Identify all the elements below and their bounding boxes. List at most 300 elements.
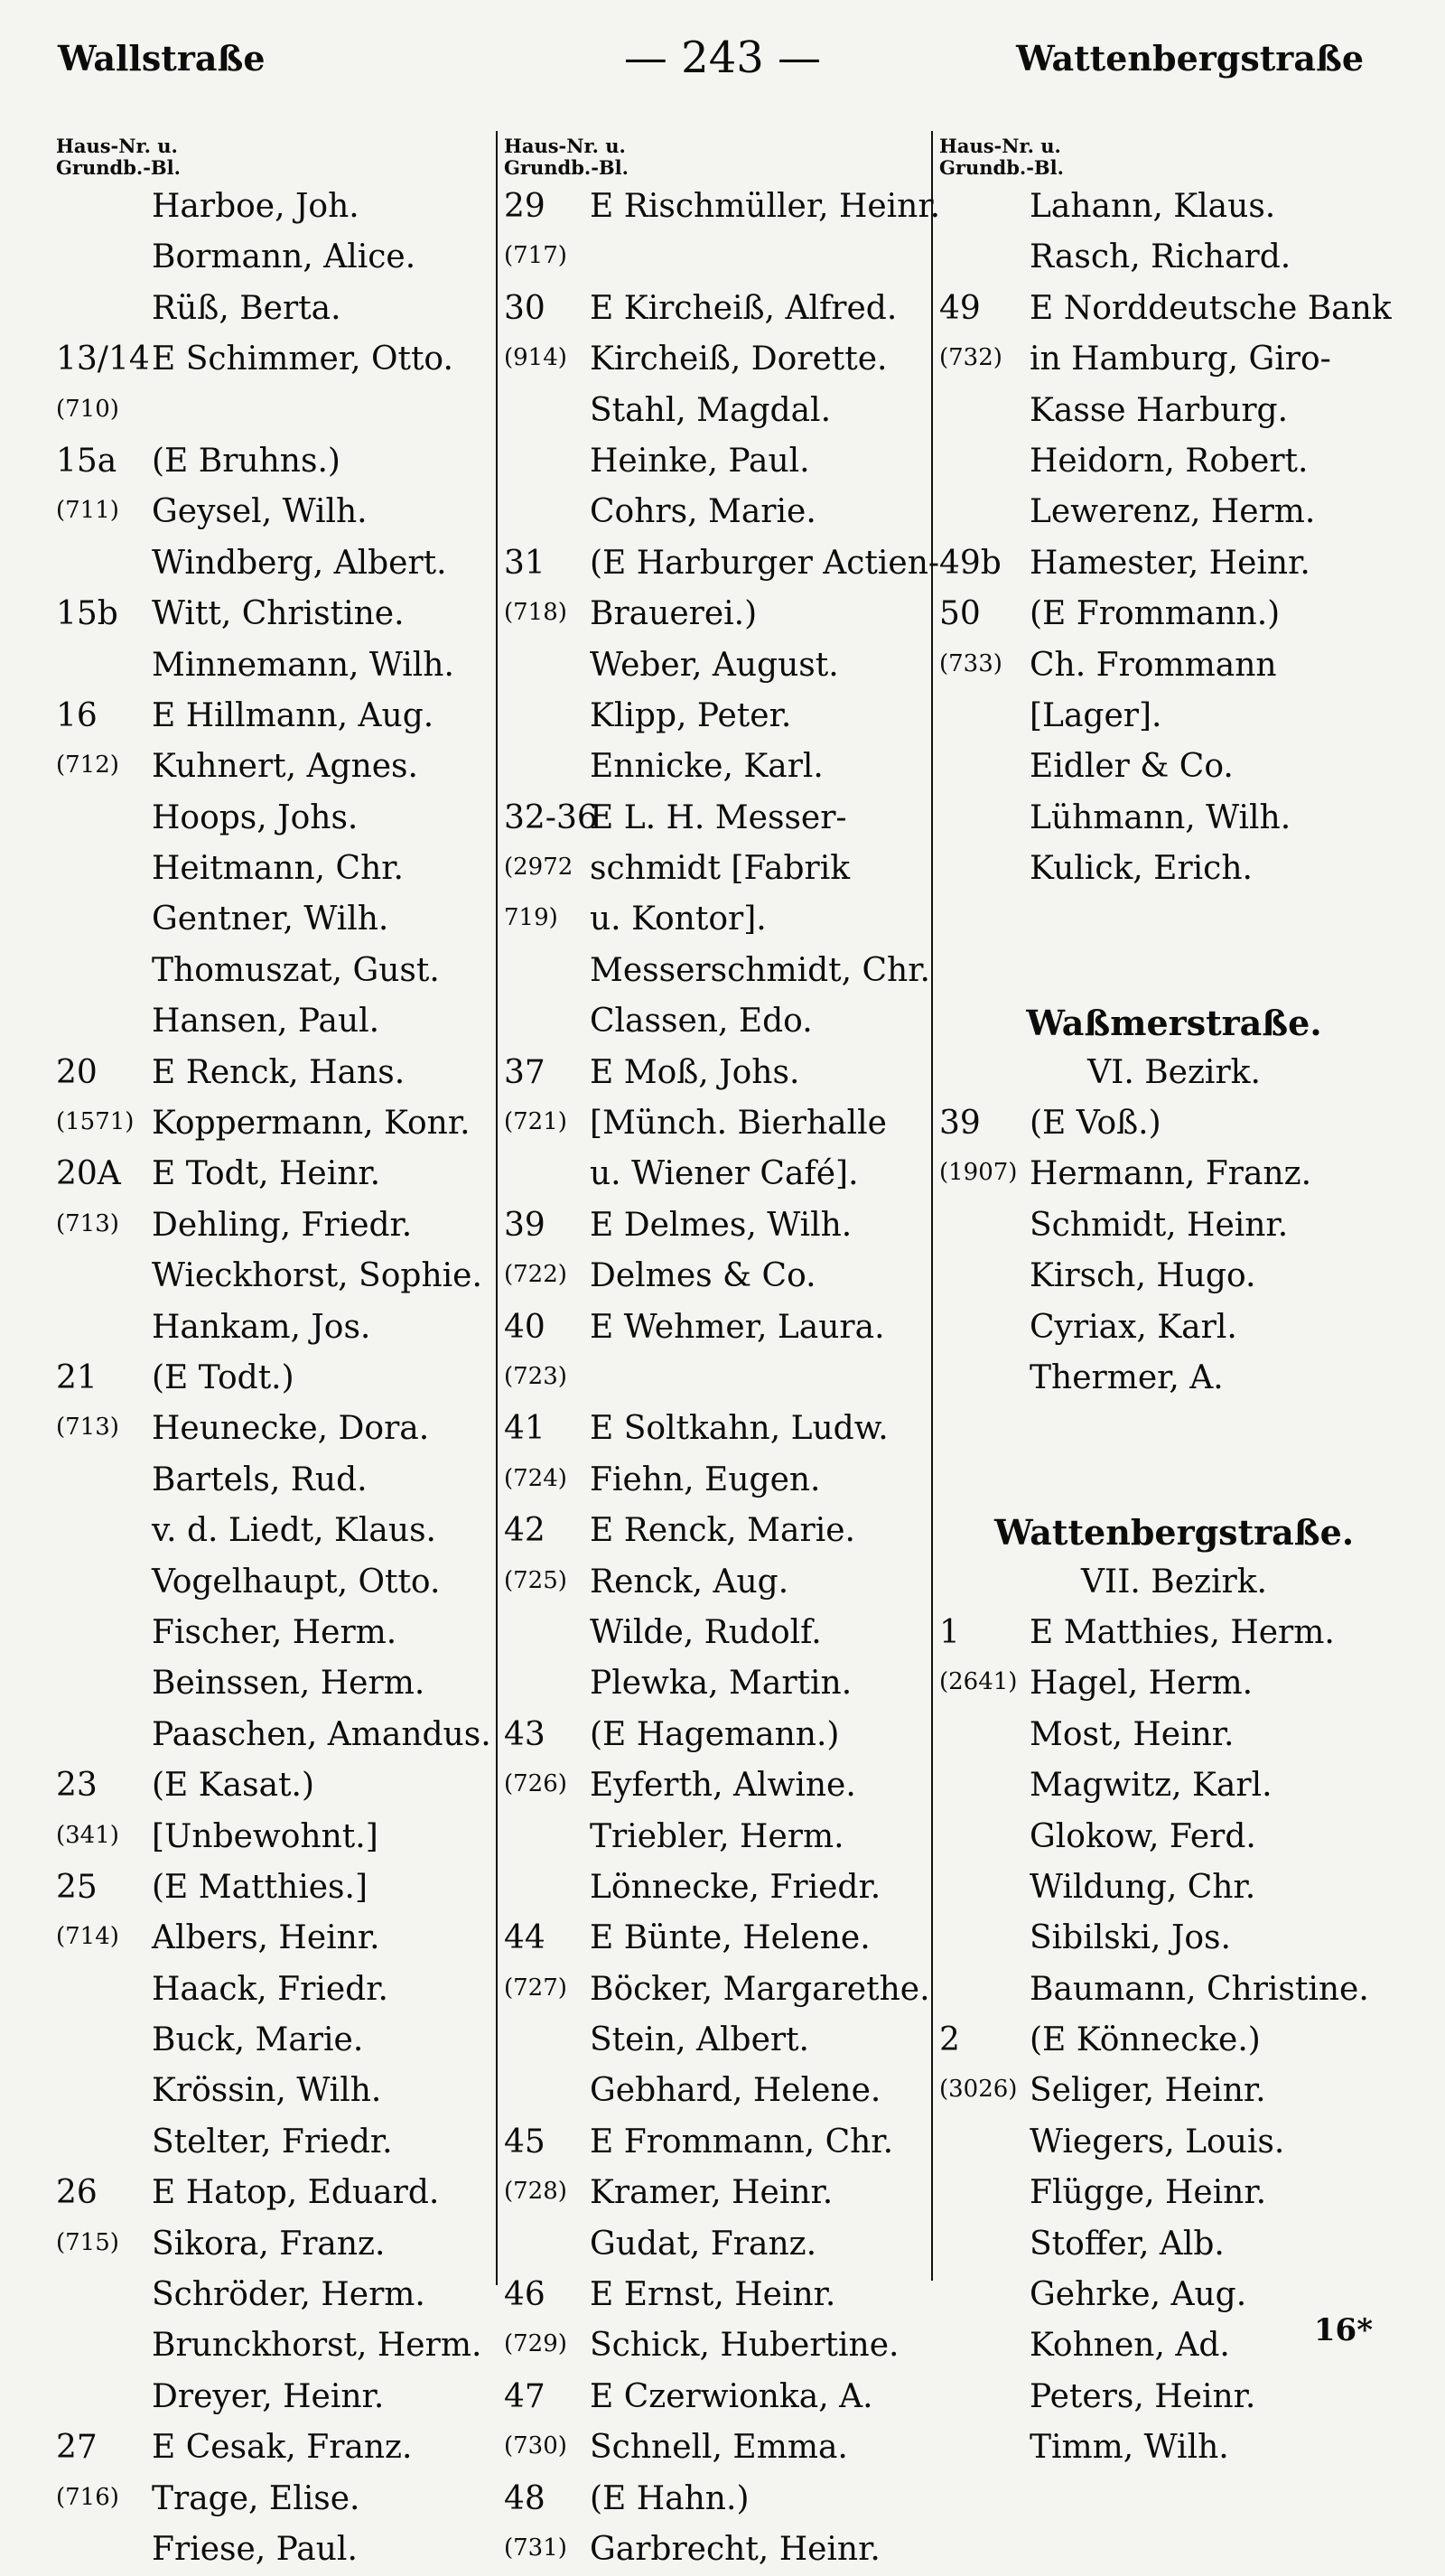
spacer [939, 1405, 1409, 1455]
resident-name: [Münch. Bierhalle [590, 1105, 887, 1143]
resident-name: Witt, Christine. [152, 595, 405, 633]
resident-name: Gudat, Franz. [590, 2225, 817, 2263]
land-register-number: (725) [504, 1566, 567, 1594]
resident-name: Peters, Heinr. [1030, 2377, 1256, 2415]
directory-entry [56, 2220, 489, 2271]
resident-name: Hermann, Franz. [1030, 1155, 1312, 1193]
resident-name: Fischer, Herm. [152, 1613, 397, 1651]
directory-entry [939, 1761, 1409, 1812]
resident-name: E Hatop, Eduard. [152, 2174, 440, 2212]
land-register-number: (727) [504, 1974, 567, 2002]
resident-name: Koppermann, Konr. [152, 1105, 471, 1143]
resident-name: Ch. Frommann [1030, 646, 1277, 684]
resident-name: Plewka, Martin. [590, 1665, 853, 1703]
directory-entry [504, 1813, 928, 1863]
directory-entry [504, 1863, 928, 1914]
directory-entry [56, 539, 489, 590]
house-number: 27 [56, 2429, 98, 2467]
column-head-line1: Haus-Nr. u. [504, 135, 626, 157]
directory-entry [56, 2016, 489, 2067]
directory-entry [56, 1456, 489, 1507]
house-number: 32-36 [504, 798, 598, 836]
directory-entry [939, 233, 1409, 284]
street-title: Wattenbergstraße. [993, 1512, 1355, 1554]
page-number: — 243 — [623, 33, 822, 83]
resident-name: Kuhnert, Agnes. [152, 748, 418, 786]
resident-name: Klipp, Peter. [590, 696, 792, 734]
directory-entry [504, 387, 928, 437]
resident-name: E Bünte, Helene. [590, 1919, 871, 1957]
directory-entry [504, 437, 928, 488]
resident-name: E Delmes, Wilh. [590, 1206, 853, 1244]
land-register-number: (1571) [56, 1108, 135, 1136]
directory-entry [939, 1863, 1409, 1914]
directory-entry [939, 335, 1409, 386]
directory-entry [504, 1150, 928, 1200]
resident-name: Eidler & Co. [1030, 748, 1234, 786]
house-number: 44 [504, 1919, 545, 1957]
directory-entry [504, 1252, 928, 1302]
house-number: 48 [504, 2479, 545, 2517]
resident-name: E L. H. Messer- [590, 798, 847, 836]
directory-entry [56, 2475, 489, 2525]
directory-entry [56, 437, 489, 488]
land-register-number: (3026) [939, 2076, 1018, 2104]
directory-entry [56, 2271, 489, 2321]
spacer [939, 947, 1409, 997]
directory-entry [504, 1558, 928, 1609]
directory-entry [56, 1813, 489, 1863]
resident-name: Seliger, Heinr. [1030, 2072, 1266, 2110]
entry-list [939, 182, 1409, 895]
directory-entry [939, 387, 1409, 437]
directory-entry [939, 488, 1409, 538]
directory-entry [56, 794, 489, 845]
directory-entry [504, 2321, 928, 2372]
resident-name: E Soltkahn, Ludw. [590, 1410, 889, 1448]
directory-entry [504, 1761, 928, 1812]
directory-entry [56, 335, 489, 386]
land-register-number: 719) [504, 904, 558, 932]
resident-name: Hagel, Herm. [1030, 1665, 1254, 1703]
land-register-number: (730) [504, 2432, 567, 2460]
resident-name: Heidorn, Robert. [1030, 442, 1309, 480]
resident-name: Sikora, Franz. [152, 2225, 386, 2263]
directory-entry [504, 895, 928, 946]
resident-name: Messerschmidt, Chr. [590, 951, 930, 989]
signature-mark: 16* [1313, 2312, 1373, 2348]
directory-entry [504, 947, 928, 997]
directory-entry [939, 2423, 1409, 2474]
directory-entry [504, 488, 928, 538]
house-number: 15a [56, 442, 117, 480]
land-register-number: (712) [56, 751, 119, 779]
resident-name: Schnell, Emma. [590, 2429, 848, 2467]
land-register-number: (714) [56, 1923, 119, 1951]
directory-entry [504, 692, 928, 742]
directory-entry [939, 182, 1409, 233]
directory-entry [56, 2118, 489, 2169]
house-number: 1 [939, 1613, 960, 1651]
house-number: 13/14 [56, 341, 150, 378]
resident-name: E Wehmer, Laura. [590, 1308, 885, 1346]
resident-name: Wiegers, Louis. [1030, 2123, 1285, 2161]
directory-entry [939, 692, 1409, 742]
land-register-number: (713) [56, 1414, 119, 1442]
directory-entry [504, 233, 928, 284]
directory-entry [504, 2475, 928, 2525]
directory-entry [939, 1711, 1409, 1761]
house-number: 20A [56, 1155, 121, 1193]
directory-entry [504, 2373, 928, 2423]
resident-name: Cohrs, Marie. [590, 493, 816, 531]
resident-name: Thomuszat, Gust. [152, 951, 440, 989]
resident-name: Heunecke, Dora. [152, 1410, 430, 1448]
directory-entry [56, 742, 489, 793]
directory-entry [56, 1761, 489, 1812]
house-number: 40 [504, 1308, 545, 1346]
resident-name: Glokow, Ferd. [1030, 1817, 1256, 1855]
running-head-left: Wallstraße [58, 38, 266, 79]
directory-entry [56, 1609, 489, 1659]
directory-entry [504, 1354, 928, 1405]
directory-entry [939, 1201, 1409, 1252]
directory-entry [939, 2016, 1409, 2067]
resident-name: Vogelhaupt, Otto. [152, 1563, 441, 1601]
district-line [939, 1558, 1409, 1609]
directory-entry [504, 1049, 928, 1099]
resident-name: Dehling, Friedr. [152, 1206, 413, 1244]
resident-name: Bormann, Alice. [152, 238, 416, 276]
directory-entry [939, 1303, 1409, 1354]
house-number: 30 [504, 289, 545, 327]
directory-entry [504, 2016, 928, 2067]
resident-name: Stein, Albert. [590, 2021, 809, 2059]
resident-name: Kircheiß, Dorette. [590, 341, 888, 378]
directory-entry [939, 1965, 1409, 2016]
resident-name: Kasse Harburg. [1030, 391, 1289, 429]
column-head-line2: Grundb.-Bl. [504, 156, 629, 179]
directory-entry [56, 692, 489, 742]
house-number: 47 [504, 2377, 545, 2415]
directory-entry [504, 845, 928, 895]
directory-entry [56, 590, 489, 640]
directory-entry [504, 335, 928, 386]
land-register-number: (1907) [939, 1159, 1018, 1187]
directory-entry [56, 2067, 489, 2117]
spacer [939, 895, 1409, 946]
resident-name: Stahl, Magdal. [590, 391, 832, 429]
house-number: 46 [504, 2276, 545, 2314]
resident-name: Renck, Aug. [590, 1563, 789, 1601]
street-heading [939, 997, 1409, 1048]
house-number: 37 [504, 1053, 545, 1091]
resident-name: Timm, Wilh. [1030, 2429, 1229, 2467]
house-number: 45 [504, 2123, 545, 2161]
column-rule [496, 131, 498, 2285]
directory-entry [939, 1609, 1409, 1659]
directory-entry [504, 1405, 928, 1455]
directory-entry [504, 2423, 928, 2474]
directory-entry [939, 1099, 1409, 1150]
directory-entry [56, 1303, 489, 1354]
directory-entry [56, 1201, 489, 1252]
land-register-number: (732) [939, 344, 1002, 372]
directory-entry [939, 2118, 1409, 2169]
resident-name: [Unbewohnt.] [152, 1817, 378, 1855]
directory-entry [56, 1659, 489, 1710]
directory-entry [56, 488, 489, 538]
resident-name: Rasch, Richard. [1030, 238, 1291, 276]
directory-entry [56, 1965, 489, 2016]
resident-name: E Ernst, Heinr. [590, 2276, 836, 2314]
directory-entry [504, 1609, 928, 1659]
house-number: 41 [504, 1410, 545, 1448]
directory-entry [56, 1507, 489, 1557]
resident-name: Magwitz, Karl. [1030, 1767, 1273, 1805]
resident-name: Hansen, Paul. [152, 1003, 380, 1041]
directory-entry [939, 641, 1409, 692]
directory-entry [504, 2525, 928, 2576]
directory-entry [56, 2423, 489, 2474]
directory-entry [504, 641, 928, 692]
column-head-line1: Haus-Nr. u. [939, 135, 1061, 157]
directory-entry [504, 1303, 928, 1354]
land-register-number: (731) [504, 2534, 567, 2562]
resident-name: (E Todt.) [152, 1358, 294, 1396]
directory-entry [504, 2271, 928, 2321]
resident-name: Cyriax, Karl. [1030, 1308, 1237, 1346]
directory-entry [56, 233, 489, 284]
resident-name: Dreyer, Heinr. [152, 2377, 385, 2415]
resident-name: Trage, Elise. [152, 2479, 360, 2517]
entry-list [504, 182, 941, 2576]
land-register-number: (721) [504, 1108, 567, 1136]
directory-entry [56, 1049, 489, 1099]
land-register-number: (717) [504, 242, 567, 270]
resident-name: Garbrecht, Heinr. [590, 2530, 881, 2568]
directory-entry [56, 845, 489, 895]
directory-entry [56, 1150, 489, 1200]
directory-entry [504, 1659, 928, 1710]
directory-entry [939, 285, 1409, 335]
directory-entry [504, 1456, 928, 1507]
resident-name: Buck, Marie. [152, 2021, 364, 2059]
directory-entry [56, 1711, 489, 1761]
column-head-line1: Haus-Nr. u. [56, 135, 178, 157]
column-head-line2: Grundb.-Bl. [939, 156, 1064, 179]
directory-entry [504, 742, 928, 793]
house-number: 31 [504, 544, 545, 582]
spacer [939, 1456, 1409, 1507]
house-number: 21 [56, 1358, 98, 1396]
house-number: 25 [56, 1868, 98, 1906]
land-register-number: (724) [504, 1464, 567, 1492]
resident-name: Rüß, Berta. [152, 289, 341, 327]
house-number: 39 [939, 1105, 981, 1143]
resident-name: Wieckhorst, Sophie. [152, 1257, 482, 1295]
directory-entry [56, 1354, 489, 1405]
house-number: 50 [939, 595, 981, 633]
resident-name: E Matthies, Herm. [1030, 1613, 1335, 1651]
column-head-line2: Grundb.-Bl. [56, 156, 181, 179]
directory-entry [939, 590, 1409, 640]
house-number: 20 [56, 1053, 98, 1091]
resident-name: Ennicke, Karl. [590, 748, 824, 786]
resident-name: in Hamburg, Giro- [1030, 341, 1331, 378]
resident-name: E Rischmüller, Heinr. [590, 188, 941, 225]
resident-name: Lahann, Klaus. [1030, 188, 1276, 225]
resident-name: E Hillmann, Aug. [152, 696, 434, 734]
resident-name: Lewerenz, Herm. [1030, 493, 1316, 531]
resident-name: Delmes & Co. [590, 1257, 816, 1295]
resident-name: Lühmann, Wilh. [1030, 798, 1291, 836]
land-register-number: (715) [56, 2228, 119, 2256]
resident-name: Wilde, Rudolf. [590, 1613, 822, 1651]
house-number: 49b [939, 544, 1002, 582]
resident-name: u. Kontor]. [590, 901, 767, 938]
house-number: 26 [56, 2174, 98, 2212]
resident-name: Kulick, Erich. [1030, 850, 1253, 888]
directory-entry [939, 1914, 1409, 1965]
resident-name: Brauerei.) [590, 595, 758, 633]
resident-name: Weber, August. [590, 646, 839, 684]
resident-name: Lönnecke, Friedr. [590, 1868, 881, 1906]
directory-entry [939, 1150, 1409, 1200]
directory-entry [56, 1252, 489, 1302]
directory-entry [504, 1099, 928, 1150]
resident-name: Böcker, Margarethe. [590, 1970, 930, 2008]
column-3 [939, 135, 1409, 2475]
district-line [939, 1049, 1409, 1099]
resident-name: Kramer, Heinr. [590, 2174, 834, 2212]
resident-name: (E Voß.) [1030, 1105, 1161, 1143]
house-number: 16 [56, 696, 98, 734]
resident-name: (E Matthies.] [152, 1868, 368, 1906]
directory-entry [939, 2373, 1409, 2423]
resident-name: u. Wiener Café]. [590, 1155, 859, 1193]
directory-entry [939, 1252, 1409, 1302]
resident-name: Gentner, Wilh. [152, 901, 389, 938]
land-register-number: (914) [504, 344, 567, 372]
directory-entry [939, 539, 1409, 590]
resident-name: Haack, Friedr. [152, 1970, 388, 2008]
resident-name: Hoops, Johs. [152, 798, 359, 836]
resident-name: v. d. Liedt, Klaus. [152, 1512, 436, 1550]
directory-entry [504, 794, 928, 845]
resident-name: E Norddeutsche Bank [1030, 289, 1392, 327]
land-register-number: (2641) [939, 1668, 1018, 1696]
directory-entry [56, 1914, 489, 1965]
land-register-number: (722) [504, 1261, 567, 1289]
directory-entry [939, 742, 1409, 793]
resident-name: Triebler, Herm. [590, 1817, 844, 1855]
directory-entry [504, 1914, 928, 1965]
resident-name: Gehrke, Aug. [1030, 2276, 1247, 2314]
directory-entry [56, 641, 489, 692]
resident-name: Minnemann, Wilh. [152, 646, 454, 684]
resident-name: E Frommann, Chr. [590, 2123, 894, 2161]
resident-name: Schröder, Herm. [152, 2276, 425, 2314]
directory-entry [56, 1405, 489, 1455]
directory-entry [56, 1099, 489, 1150]
resident-name: Classen, Edo. [590, 1003, 813, 1041]
resident-name: Kirsch, Hugo. [1030, 1257, 1256, 1295]
directory-entry [56, 182, 489, 233]
land-register-number: (726) [504, 1770, 567, 1798]
resident-name: schmidt [Fabrik [590, 850, 851, 888]
entry-list [939, 1099, 1409, 1405]
land-register-number: (2972 [504, 854, 573, 882]
resident-name: (E Harburger Actien- [590, 544, 940, 582]
column-head [56, 135, 489, 182]
column-head [939, 135, 1409, 182]
directory-entry [504, 590, 928, 640]
column-1 [56, 135, 489, 2576]
directory-entry [56, 285, 489, 335]
resident-name: Harboe, Joh. [152, 188, 359, 225]
directory-entry [56, 1863, 489, 1914]
house-number: 15b [56, 595, 118, 633]
resident-name: Schmidt, Heinr. [1030, 1206, 1289, 1244]
directory-entry [939, 2067, 1409, 2117]
directory-entry [504, 2118, 928, 2169]
directory-entry [939, 2220, 1409, 2271]
directory-entry [56, 895, 489, 946]
resident-name: Fiehn, Eugen. [590, 1461, 821, 1498]
directory-entry [504, 1507, 928, 1557]
directory-entry [504, 997, 928, 1048]
directory-entry [56, 2169, 489, 2219]
district-label: VII. Bezirk. [1080, 1563, 1268, 1601]
resident-name: E Todt, Heinr. [152, 1155, 381, 1193]
resident-name: Heinke, Paul. [590, 442, 810, 480]
resident-name: Beinssen, Herm. [152, 1665, 425, 1703]
resident-name: Gebhard, Helene. [590, 2072, 881, 2110]
resident-name: (E Könnecke.) [1030, 2021, 1261, 2059]
directory-entry [56, 2321, 489, 2372]
resident-name: Albers, Heinr. [152, 1919, 380, 1957]
house-number: 2 [939, 2021, 960, 2059]
entry-list [56, 182, 489, 2576]
resident-name: Hankam, Jos. [152, 1308, 371, 1346]
directory-entry [56, 947, 489, 997]
house-number: 39 [504, 1206, 545, 1244]
directory-entry [504, 1711, 928, 1761]
directory-entry [939, 845, 1409, 895]
resident-name: Stoffer, Alb. [1030, 2225, 1225, 2263]
resident-name: Most, Heinr. [1030, 1715, 1235, 1753]
land-register-number: (728) [504, 2178, 567, 2206]
directory-entry [56, 997, 489, 1048]
land-register-number: (711) [56, 497, 119, 525]
house-number: 29 [504, 188, 545, 225]
directory-entry [504, 2067, 928, 2117]
directory-entry [939, 794, 1409, 845]
directory-entry [504, 2169, 928, 2219]
resident-name: Thermer, A. [1030, 1358, 1224, 1396]
street-heading [939, 1507, 1409, 1557]
column-rule [931, 131, 933, 2281]
resident-name: (E Bruhns.) [152, 442, 340, 480]
resident-name: E Kircheiß, Alfred. [590, 289, 898, 327]
directory-entry [939, 1813, 1409, 1863]
resident-name: Paaschen, Amandus. [152, 1715, 491, 1753]
resident-name: Hamester, Heinr. [1030, 544, 1310, 582]
house-number: 42 [504, 1512, 545, 1550]
resident-name: (E Hagemann.) [590, 1715, 840, 1753]
directory-entry [504, 539, 940, 590]
